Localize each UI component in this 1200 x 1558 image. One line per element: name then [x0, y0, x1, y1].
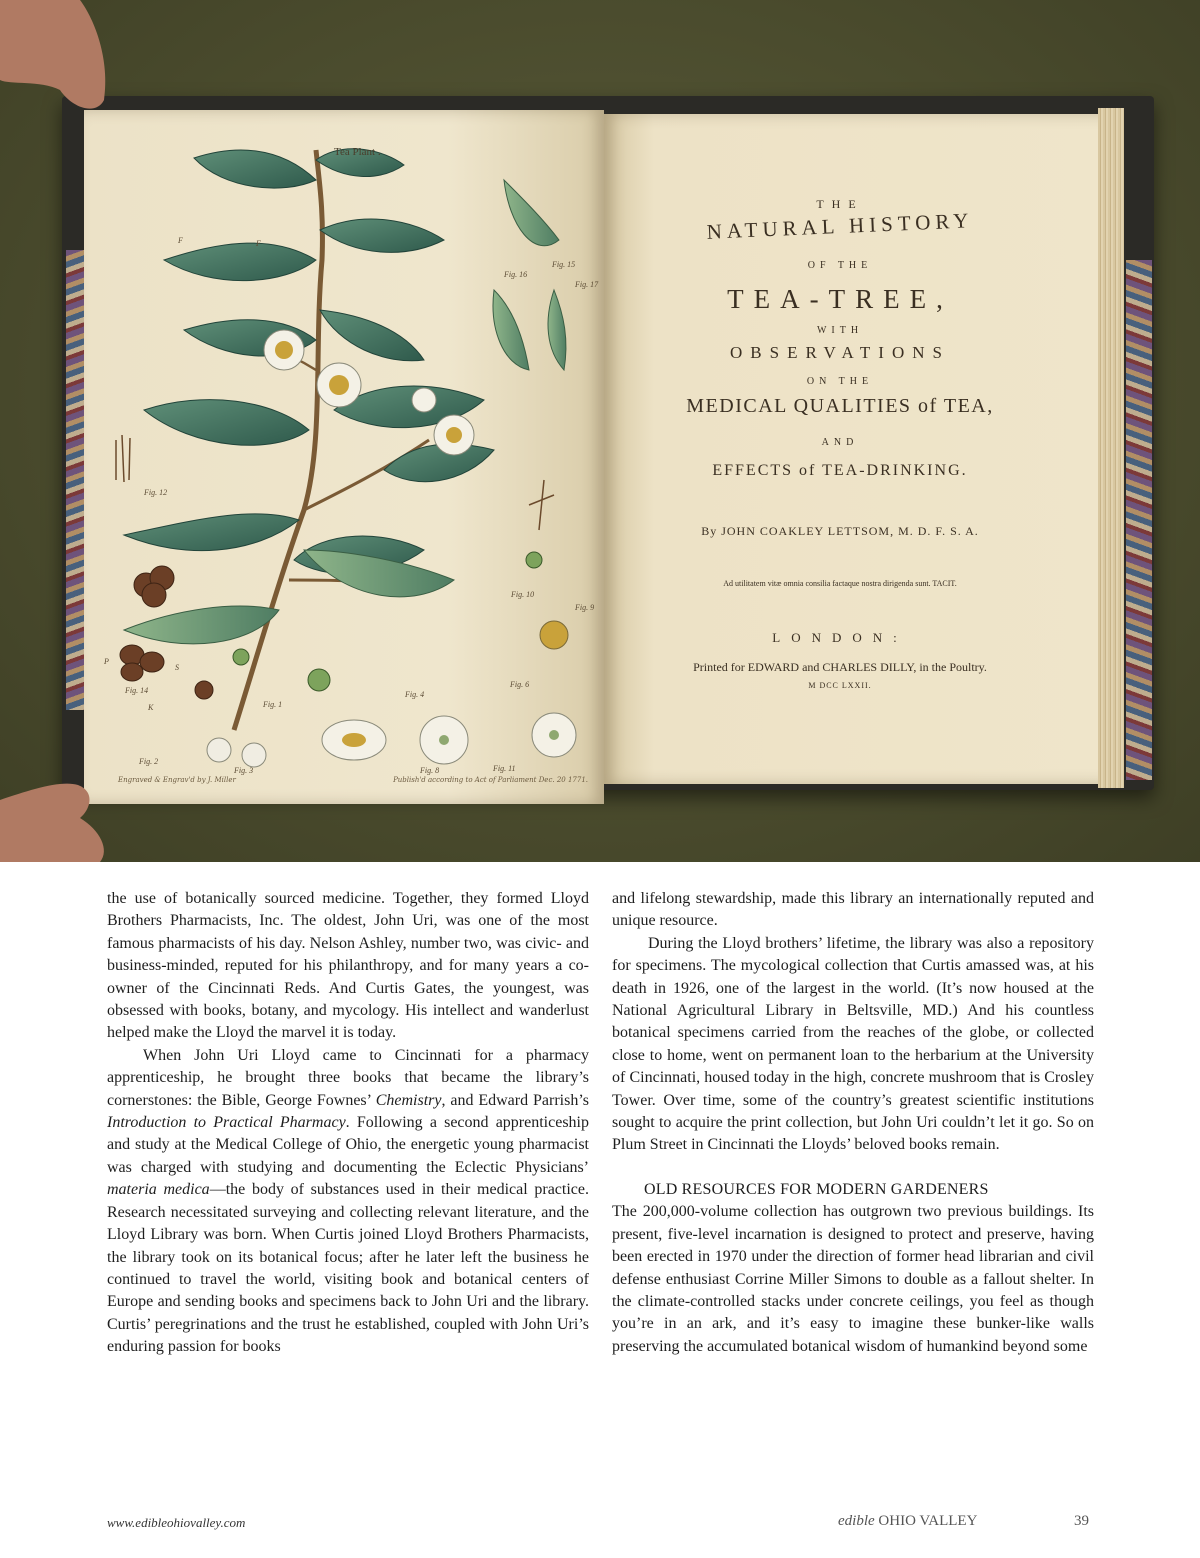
title-page-london: LONDON: [772, 630, 908, 645]
fig-label: Fig. 10 [511, 590, 535, 599]
footer-brand: edible OHIO VALLEY [838, 1513, 978, 1529]
fig-label: Fig. 12 [144, 488, 168, 497]
plate-title: Tea Plant . [334, 146, 381, 158]
plate-caption [118, 776, 588, 784]
title-page-date: M DCC LXXII. [808, 681, 872, 690]
paragraph: When John Uri Lloyd came to Cincinnati for a pharmacy apprenticeship, he brought three books that became the library’s cornerstones: the Bible, George Fownes’ Chemistry, and Edward Parrish’s Introduction to Practical Pharmacy. Following a second apprenticeship and study at the Medical College of Ohio, the energetic young pharmacist was charged with studying and documenting the Eclectic Physicians’ materia medica—the body of substances used in their medical practice. Research necessitated surveying and collecting relevant literature, and the Lloyd Library was born. When Curtis joined Lloyd Brothers Pharmacists, the library took on its botanical focus; after he later left the business he continued to travel the world, visiting book and botanical centers of Europe and sending books and specimens back to John Uri and the library. Curtis’ peregrinations and the trust he established, coupled with John Uri’s enduring passion for books [107, 1046, 589, 1356]
fig-label: S [175, 663, 179, 672]
paragraph: During the Lloyd brothers’ lifetime, the library was also a repository for specimens. The mycological collection that Curtis amassed was, at his death in 1926, one of the largest in the world. (It’s now housed at the National Agricultural Library in Beltsville, MD.) And his countless botanical specimens carried from the reaches of the globe, or collected close to home, went on permanent loan to the herbarium at the University of Cincinnati, housed today in the high, concrete mushroom that is Crosley Tower. Over time, some of the country’s greatest scientific institutions sought to acquire the print collection, but John Uri couldn’t let it go. So on Plum Street in Cincinnati the Lloyds’ beloved books remain. [612, 934, 1094, 1154]
hand-bottom-left [0, 770, 120, 862]
title-page-and: AND [821, 437, 859, 448]
hand-top-left [0, 0, 120, 120]
fig-label: Fig. 15 [552, 260, 576, 269]
paragraph: The 200,000-volume collection has outgrown two previous buildings. Its present, five-level incarnation is designed to protect and preserve, having been erected in 1970 under the direction of former head librarian and civil defense enthusiast Corrine Miller Simons to double as a fallout shelter. In the climate-controlled stacks under concrete ceilings, you feel as though you’re in an ark, and it’s easy to imagine these bunker-like walls preserving the accumulated botanical wisdom of humankind beyond some [612, 1203, 1094, 1355]
title-page-effects: EFFECTS of TEA-DRINKING. [712, 462, 968, 479]
title-page-observations: OBSERVATIONS [730, 343, 950, 362]
fig-label: Fig. 2 [139, 757, 159, 766]
fig-label: Fig. 16 [504, 270, 528, 279]
fig-label: Fig. 1 [263, 700, 283, 709]
title-page-printer: Printed for EDWARD and CHARLES DILLY, in the Poultry. [693, 660, 987, 674]
tea-plant-illustration [84, 110, 604, 804]
fig-label: Fig. 14 [125, 686, 149, 695]
title-page-with: WITH [816, 325, 864, 336]
fig-label: Fig. 17 [575, 280, 599, 289]
fig-label: K [148, 703, 154, 712]
title-page-author: By JOHN COAKLEY LETTSOM, M. D. F. S. A. [701, 524, 979, 538]
page-edges [1098, 108, 1124, 788]
fig-label: Fig. 3 [234, 766, 254, 775]
fig-label: Fig. 8 [420, 766, 440, 775]
page-number: 39 [1074, 1513, 1089, 1529]
article-column-left [107, 888, 589, 1359]
fig-label: Fig. 4 [405, 690, 425, 699]
article-column-right [612, 888, 1094, 1358]
fig-label: Fig. 11 [493, 764, 516, 773]
section-heading: OLD RESOURCES FOR MODERN GARDENERS [644, 1180, 989, 1198]
paragraph: the use of botanically sourced medicine. Together, they formed Lloyd Brothers Pharmacists, Inc. The oldest, John Uri, was one of the most famous pharmacists of his day. Nelson Ashley, number two, was civic- and business-minded, reputed for his philanthropy, and for many years a co-owner of the Cincinnati Reds. And Curtis Gates, the youngest, was obsessed with books, botany, and mycology. His intellect and wanderlust helped make the Lloyd the marvel it is today. [107, 890, 589, 1042]
title-page-natural-history: NATURAL HISTORY [706, 208, 974, 244]
marbled-endpaper-right [1126, 260, 1152, 780]
title-page-motto: Ad utilitatem vitæ omnia consilia factaque nostra dirigenda sunt. TACIT. [723, 579, 957, 588]
plate-engraver: Engraved & Engrav'd by J. Miller [118, 776, 236, 784]
plate-publication: Publish'd according to Act of Parliament Dec. 20 1771. [393, 776, 588, 784]
title-page-tea-tree: TEA-TREE, [727, 284, 953, 314]
title-page-of-the: OF THE [807, 260, 873, 271]
title-page-on-the: ON THE [806, 376, 874, 387]
footer-website: www.edibleohiovalley.com [107, 1515, 246, 1530]
title-page-medical: MEDICAL QUALITIES of TEA, [686, 395, 994, 417]
fig-label: Fig. 6 [510, 680, 530, 689]
fig-label: P [104, 657, 109, 666]
fig-label: F [256, 239, 261, 248]
title-page-the: THE [816, 197, 864, 211]
fig-label: Fig. 9 [575, 603, 595, 612]
paragraph: and lifelong stewardship, made this library an internationally reputed and unique resource. [612, 890, 1094, 930]
fig-label: F [178, 236, 183, 245]
